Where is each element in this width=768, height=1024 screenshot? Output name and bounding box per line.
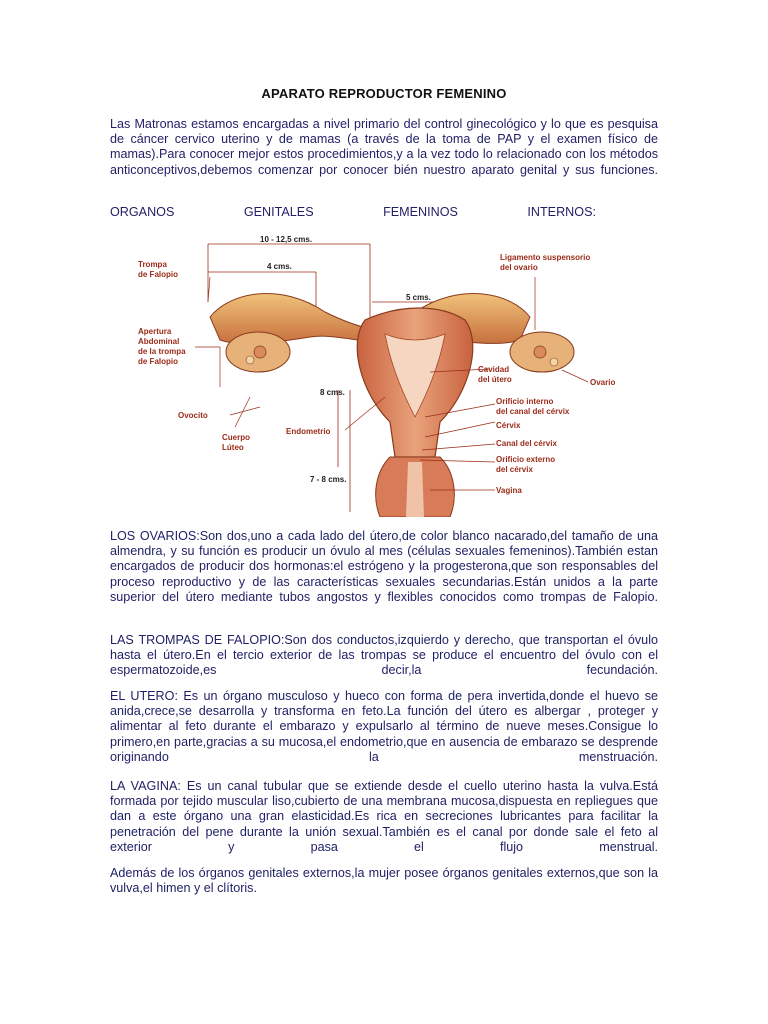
label-vagina: Vagina bbox=[496, 486, 522, 495]
left-fallopian-tube bbox=[210, 293, 375, 343]
section-trompas-head: LAS TROMPAS DE FALOPIO: bbox=[110, 633, 285, 647]
label-ligamento: Ligamento suspensorio del ovario bbox=[500, 253, 591, 272]
label-canal: Canal del cérvix bbox=[496, 439, 557, 448]
organos-word-1: ORGANOS bbox=[110, 205, 175, 219]
measure-label-1: 10 - 12,5 cms. bbox=[260, 235, 313, 244]
intro-paragraph: Las Matronas estamos encargadas a nivel primario del control ginecológico y lo que es pesquisa de cáncer cervico uterino y de mamas (a través de la toma de PAP y el examen físico de mamas).Para conocer mejor estos procedimientos,y a la vez todo lo relacionado con los métodos anticonceptivos,debemos comenzar por conocer bién nuestro aparato genital y sus funciones. bbox=[110, 117, 658, 177]
anatomy-diagram bbox=[110, 222, 630, 517]
closing-paragraph: Además de los órganos genitales externos,la mujer posee órganos genitales externos,que son la vulva,el himen y el clítoris. bbox=[110, 866, 658, 896]
label-cervix: Cérvix bbox=[496, 421, 521, 430]
section-vagina bbox=[110, 779, 658, 855]
label-orificio-externo: Orificio externo del cérvix bbox=[496, 455, 556, 474]
section-vagina-text: Es un canal tubular que se extiende desde el cuello uterino hasta la vulva.Está formada por tejido muscular liso,cubierto de una membrana mucosa,dispuesta en repliegues que dan a este órgano una gran elasticidad.Es rica en secreciones lubricantes para facilitar la penetración del pene durante la unión sexual.También es el canal por donde sale el feto al exterior y pasa el flujo menstrual. bbox=[110, 779, 658, 854]
page-title: APARATO REPRODUCTOR FEMENINO bbox=[261, 86, 507, 101]
label-trompa: Trompa de Falopio bbox=[138, 260, 178, 279]
section-ovarios-head: LOS OVARIOS: bbox=[110, 529, 200, 543]
organos-word-2: GENITALES bbox=[243, 205, 314, 219]
label-apertura: Apertura Abdominal de la trompa de Falopio bbox=[138, 327, 186, 366]
section-ovarios bbox=[110, 529, 658, 605]
measure-label-3: 5 cms. bbox=[406, 293, 431, 302]
label-endometrio: Endometrio bbox=[286, 427, 331, 436]
organos-heading bbox=[110, 205, 596, 219]
label-ovocito: Ovocito bbox=[178, 411, 208, 420]
label-cavidad: Cavidad del útero bbox=[478, 365, 512, 384]
label-cuerpo-luteo: Cuerpo Lúteo bbox=[222, 433, 250, 452]
section-ovarios-text: Son dos,uno a cada lado del útero,de color blanco nacarado,del tamaño de una almendra, y su función es producir un óvulo al mes (células sexuales femeninos).También estan encargados de producir dos hormonas:el estrógeno y la progesterona,que son responsables del proceso reproductivo y de las características sexuales secundarias.Están unidos a la parte superior del útero mediante tubos angostos y flexibles conocidos como trompas de Falopio. bbox=[110, 529, 658, 604]
measure-label-5: 8 cms. bbox=[320, 388, 345, 397]
organos-word-4: INTERNOS: bbox=[527, 205, 596, 219]
section-vagina-head: LA VAGINA: bbox=[110, 779, 181, 793]
section-utero bbox=[110, 689, 658, 765]
measure-label-6: 7 - 8 cms. bbox=[310, 475, 347, 484]
section-utero-text: Es un órgano musculoso y hueco con forma de pera invertida,donde el huevo se anida,crece,se desarrolla y transforma en feto.La función del útero es albergar , proteger y alimentar al feto durante el embarazo y expulsarlo al término de nueve meses.Consigue lo primero,en parte,gracias a su mucosa,el endometrio,que en ausencia de embarazo se desprende originando la menstruación. bbox=[110, 689, 658, 764]
section-utero-head: EL UTERO: bbox=[110, 689, 178, 703]
label-orificio-interno: Orificio interno del canal del cérvix bbox=[496, 397, 570, 416]
organos-word-3: FEMENINOS bbox=[383, 205, 458, 219]
label-ovario: Ovario bbox=[590, 378, 616, 387]
section-trompas-text: Son dos conductos,izquierdo y derecho, que transportan el óvulo hasta el útero.En el tercio exterior de las trompas se produce el encuentro del óvulo con el espermatozoide,es decir,la fecundación. bbox=[110, 633, 658, 678]
section-trompas bbox=[110, 633, 658, 679]
measure-label-2: 4 cms. bbox=[267, 262, 292, 271]
